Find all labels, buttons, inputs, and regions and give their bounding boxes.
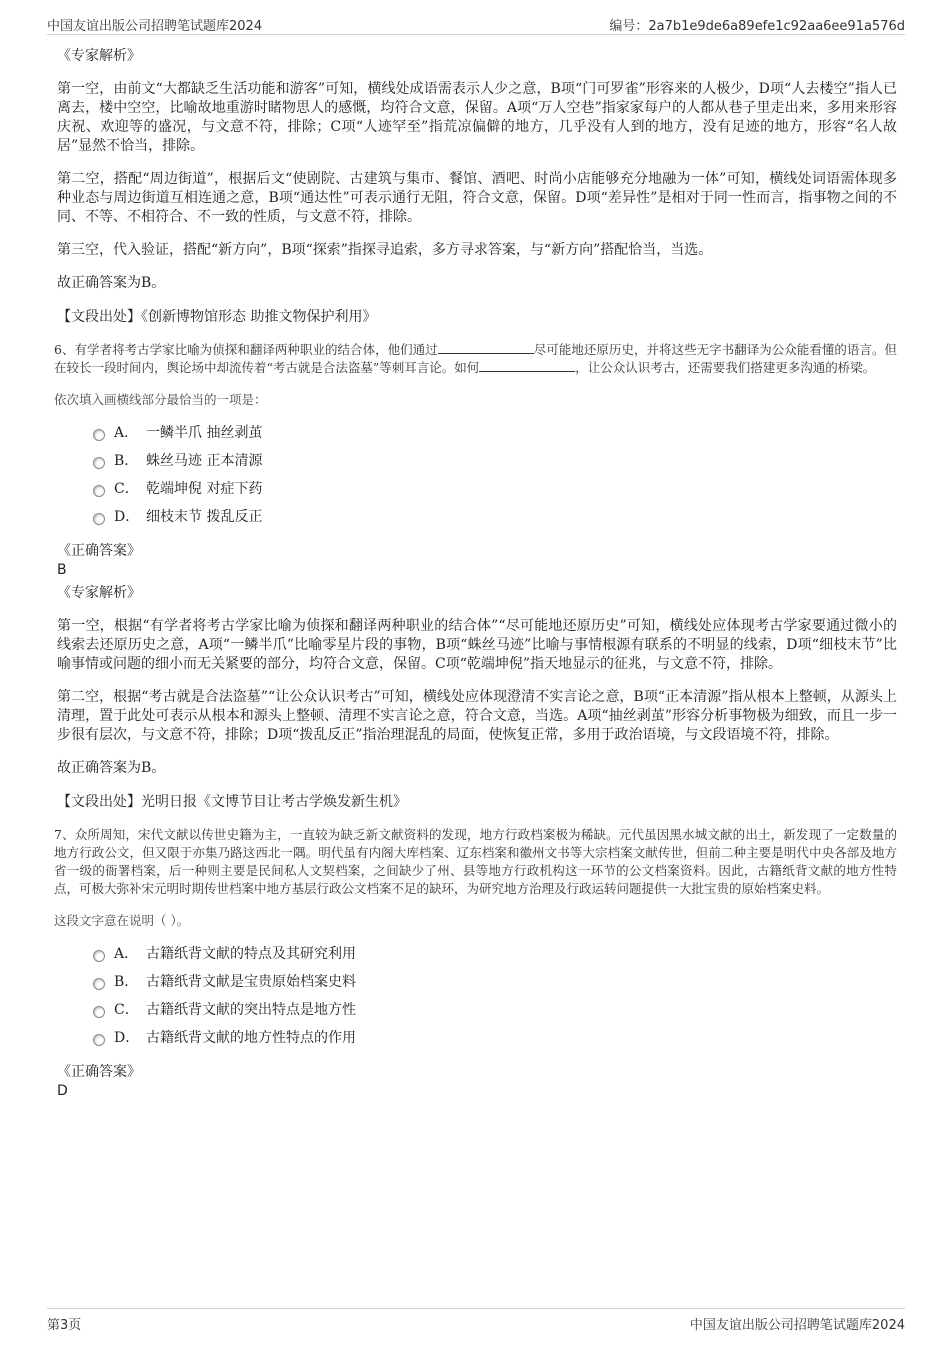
q7-stem: 7、众所周知，宋代文献以传世史籍为主，一直较为缺乏新文献资料的发现，地方行政档案极为稀缺。元代虽因黑水城文献的出土，新发现了一定数量的地方行政公文，但又限于亦集乃路这西北一隅。明代虽有内阁大库档案、辽东档案和徽州文书等大宗档案文献传世，但前二种主要是明代中央各部及地方省一级的衙署档案，后一种则主要是民间私人文契档案，之间缺少了州、县等地方行政机构这一环节的公文档案资料。因此，古籍纸背文献的地方性特点，可极大弥补宋元明时期传世档案中地方基层行政公文档案不足的缺环，为研究地方治理及行政运转问题提供一大批宝贵的原始档案史料。 — [54, 827, 897, 896]
page-content — [54, 42, 897, 1100]
footer-title: 中国友谊出版公司招聘笔试题库2024 — [689, 1318, 905, 1333]
q6-conclusion: 故正确答案为B。 — [57, 760, 166, 776]
header-serial: 编号：2a7b1e9de6a89efe1c92aa6ee91a576d — [609, 19, 905, 34]
header-title: 中国友谊出版公司招聘笔试题库2024 — [47, 19, 263, 34]
q6-stem-part-c: ，让公众认识考古，还需要我们搭建更多沟通的桥梁。 — [575, 360, 876, 375]
q6-analysis-1: 第一空，根据“有学者将考古学家比喻为侦探和翻译两种职业的结合体”“尽可能地还原历史”可知，横线处应体现考古学家要通过微小的线索去还原历史之意，A项“一鳞半爪”比喻零星片段的事物，B项“蛛丝马迹”比喻与事情根源有联系的不明显的线索，D项“细枝末节”比喻事情或问题的细小而无关紧要的部分，均符合文意，保留。C项“乾端坤倪”指天地显示的征兆，与文意不符，排除。 — [57, 618, 897, 672]
q6-stem-part-b: 尽可能地还原历史，并将这些无字书翻译为公众能看懂的语言。但在较长一段时间内，舆论场中却流传着“考古就是合法盗墓”等刺耳言论。如何 — [54, 342, 897, 375]
q6-analysis-2: 第二空，根据“考古就是合法盗墓”“让公众认识考古”可知，横线处应体现澄清不实言论之意，B项“正本清源”指从根本上整顿，从源头上清理，置于此处可表示从根本和源头上整顿、清理不实言论之意，符合文意，当选。A项“抽丝剥茧”形容分析事物极为细致，而且一步一步很有层次，与文意不符，排除；D项“拨乱反正”指治理混乱的局面，使恢复正常，多用于政治语境，与文段语境不符，排除。 — [57, 689, 897, 743]
radio-button[interactable] — [93, 950, 105, 962]
radio-button[interactable] — [93, 457, 105, 469]
page-footer — [47, 1308, 905, 1333]
q6-option-a[interactable]: A． 一鳞半爪 抽丝剥茧 — [93, 419, 897, 447]
q5-conclusion: 故正确答案为B。 — [57, 275, 166, 291]
radio-button[interactable] — [93, 429, 105, 441]
q5-analysis-3: 第三空，代入验证，搭配“新方向”，B项“探索”指探寻追索，多方寻求答案，与“新方向”搭配恰当，当选。 — [57, 242, 713, 258]
q6-options — [93, 419, 897, 531]
radio-button[interactable] — [93, 978, 105, 990]
q7-options — [93, 940, 897, 1052]
q7-option-c[interactable]: C． 古籍纸背文献的突出特点是地方性 — [93, 996, 897, 1024]
q6-option-d[interactable]: D． 细枝末节 拨乱反正 — [93, 503, 897, 531]
q6-stem — [54, 341, 897, 377]
q7-answer-label: 《正确答案》 — [57, 1064, 141, 1080]
q7-prompt: 这段文字意在说明（ ）。 — [54, 913, 190, 928]
q5-analysis-1: 第一空，由前文“大都缺乏生活功能和游客”可知，横线处成语需表示人少之意，B项“门可罗雀”形容来的人极少，D项“人去楼空”指人已离去，楼中空空，比喻故地重游时睹物思人的感慨，均符合文意，保留。A项“万人空巷”指家家每户的人都从巷子里走出来，多用来形容庆祝、欢迎等的盛况，与文意不符，排除；C项“人迹罕至”指荒凉偏僻的地方，几乎没有人到的地方，没有足迹的地方，形容“名人故居”显然不恰当，排除。 — [57, 81, 897, 154]
q6-blank-2[interactable] — [479, 359, 575, 372]
radio-button[interactable] — [93, 1034, 105, 1046]
radio-button[interactable] — [93, 1006, 105, 1018]
q6-option-b[interactable]: B． 蛛丝马迹 正本清源 — [93, 447, 897, 475]
q6-prompt: 依次填入画横线部分最恰当的一项是： — [54, 392, 267, 407]
q5-expert-label: 《专家解析》 — [57, 48, 141, 64]
q6-answer-label: 《正确答案》 — [57, 543, 141, 559]
q6-stem-part-a: 6、有学者将考古学家比喻为侦探和翻译两种职业的结合体，他们通过 — [54, 342, 438, 357]
radio-button[interactable] — [93, 513, 105, 525]
q6-source: 【文段出处】光明日报《文博节目让考古学焕发新生机》 — [57, 794, 407, 810]
page-header — [47, 12, 905, 35]
q7-option-d[interactable]: D． 古籍纸背文献的地方性特点的作用 — [93, 1024, 897, 1052]
radio-button[interactable] — [93, 485, 105, 497]
q6-blank-1[interactable] — [438, 341, 534, 354]
q7-option-b[interactable]: B． 古籍纸背文献是宝贵原始档案史料 — [93, 968, 897, 996]
q7-option-a[interactable]: A． 古籍纸背文献的特点及其研究利用 — [93, 940, 897, 968]
q6-option-c[interactable]: C． 乾端坤倪 对症下药 — [93, 475, 897, 503]
q7-answer: D — [57, 1083, 68, 1099]
q6-answer: B — [57, 562, 67, 578]
q5-source: 【文段出处】《创新博物馆形态 助推文物保护利用》 — [57, 309, 377, 325]
q5-analysis-2: 第二空，搭配“周边街道”，根据后文“使剧院、古建筑与集市、餐馆、酒吧、时尚小店能够充分地融为一体”可知，横线处词语需体现多种业态与周边街道互相连通之意，B项“通达性”可表示通行无阻，符合文意，保留。D项“差异性”是相对于同一性而言，指事物之间的不同、不等、不相符合、不一致的性质，与文意不符，排除。 — [57, 171, 897, 225]
page-number: 第3页 — [47, 1318, 82, 1333]
q6-expert-label: 《专家解析》 — [57, 585, 141, 601]
